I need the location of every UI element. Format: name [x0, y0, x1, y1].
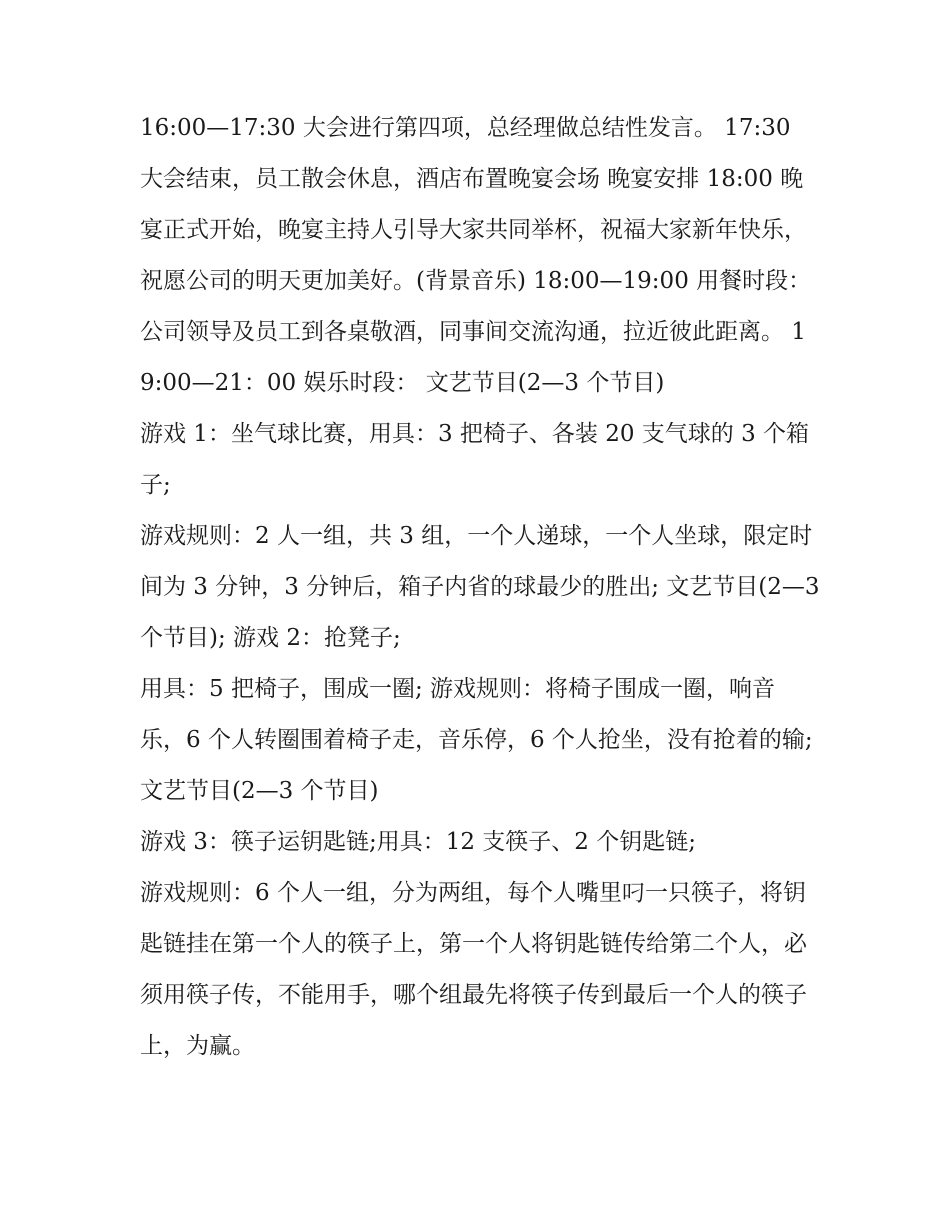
paragraph-game1: 游戏 1：坐气球比赛，用具：3 把椅子、各装 20 支气球的 3 个箱子;: [140, 421, 810, 498]
paragraph-game2: 用具：5 把椅子，围成一圈; 游戏规则：将椅子围成一圈，响音乐，6 个人转圈围着椅子走，音乐停，6 个人抢坐，没有抢着的输; 文艺节目(2—3 个节目): [140, 676, 813, 804]
paragraph-game3-rules: 游戏规则：6 个人一组，分为两组，每个人嘴里叼一只筷子，将钥匙链挂在第一个人的筷子上，第一个人将钥匙链传给第二个人，必须用筷子传，不能用手，哪个组最先将筷子传到最后一个人的筷子上，为赢。: [140, 880, 807, 1059]
paragraph-schedule: 16:00—17:30 大会进行第四项，总经理做总结性发言。 17:30 大会结束，员工散会休息，酒店布置晚宴会场 晚宴安排 18:00 晚宴正式开始，晚宴主持人引导大家共同举杯，祝福大家新年快乐，祝愿公司的明天更加美好。(背景音乐) 18:00—19:00 用餐时段：公司领导及员工到各桌敬酒，同事间交流沟通，拉近彼此距离。 19:00—21：00 娱乐时段： 文艺节目(2—3 个节目): [140, 115, 812, 396]
document-body: [140, 103, 820, 1072]
paragraph-game3: 游戏 3：筷子运钥匙链;用具：12 支筷子、2 个钥匙链;: [140, 829, 696, 855]
paragraph-game1-rules: 游戏规则：2 人一组，共 3 组，一个人递球，一个人坐球，限定时间为 3 分钟，3 分钟后，箱子内省的球最少的胜出; 文艺节目(2—3 个节目); 游戏 2：抢凳子;: [140, 523, 820, 651]
